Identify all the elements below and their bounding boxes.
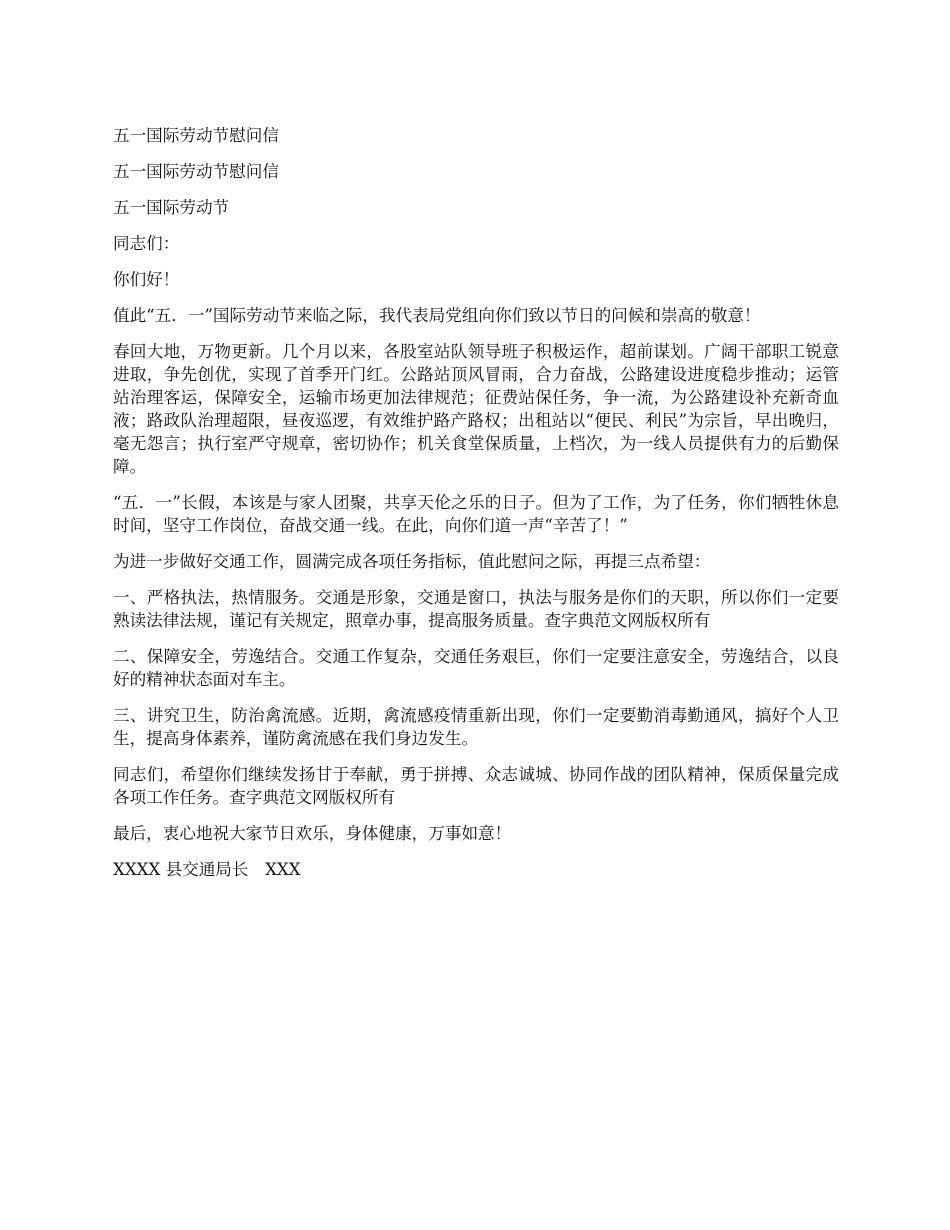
paragraph-opening: 值此“五．一”国际劳动节来临之际，我代表局党组向你们致以节日的问候和崇高的敬意！ [113, 306, 761, 325]
paragraph-closing: 同志们，希望你们继续发扬甘于奉献，勇于拼搏、众志诚城、协同作战的团队精神，保质保量完成各项工作任务。查字典范文网版权所有 [113, 765, 839, 807]
paragraph-holiday: “五．一”长假，本该是与家人团聚，共享天伦之乐的日子。但为了工作，为了任务，你们牺牲休息时间，坚守工作岗位，奋战交通一线。在此，向你们道一声“辛苦了！” [113, 493, 839, 535]
signature: XXXX 县交通局长 XXX [113, 860, 301, 879]
paragraph-achievements: 春回大地，万物更新。几个月以来，各股室站队领导班子积极运作，超前谋划。广阔干部职工锐意进取，争先创优，实现了首季开门红。公路站顶风冒雨，合力奋战，公路建设进度稳步推动；运管站治理客运，保障安全，运输市场更加法律规范；征费站保任务，争一流，为公路建设补充新奇血液；路政队治理超限，昼夜巡逻，有效维护路产路权；出租站以“便民、利民”为宗旨，早出晚归，毫无怨言；执行室严守规章，密切协作；机关食堂保质量，上档次，为一线人员提供有力的后勤保障。 [113, 342, 839, 476]
paragraph-hope-2: 二、保障安全，劳逸结合。交通工作复杂，交通任务艰巨，你们一定要注意安全，劳逸结合，以良好的精神状态面对车主。 [113, 647, 839, 689]
document-title-repeat: 五一国际劳动节慰问信 [113, 162, 279, 181]
document-title: 五一国际劳动节慰问信 [113, 126, 279, 145]
salutation: 同志们： [113, 234, 180, 253]
paragraph-hope-1: 一、严格执法，热情服务。交通是形象，交通是窗口，执法与服务是你们的天职，所以你们一定要熟读法律法规，谨记有关规定，照章办事，提高服务质量。查字典范文网版权所有 [113, 588, 839, 630]
paragraph-hopes-intro: 为进一步做好交通工作，圆满完成各项任务指标，值此慰问之际，再提三点希望： [113, 552, 711, 571]
paragraph-hope-3: 三、讲究卫生，防治禽流感。近期，禽流感疫情重新出现，你们一定要勤消毒勤通风，搞好个人卫生，提高身体素养，谨防禽流感在我们身边发生。 [113, 706, 839, 748]
document-subtitle: 五一国际劳动节 [113, 198, 230, 217]
greeting: 你们好！ [113, 270, 180, 289]
document-page [113, 124, 839, 894]
paragraph-wishes: 最后，衷心地祝大家节日欢乐，身体健康，万事如意！ [113, 824, 512, 843]
